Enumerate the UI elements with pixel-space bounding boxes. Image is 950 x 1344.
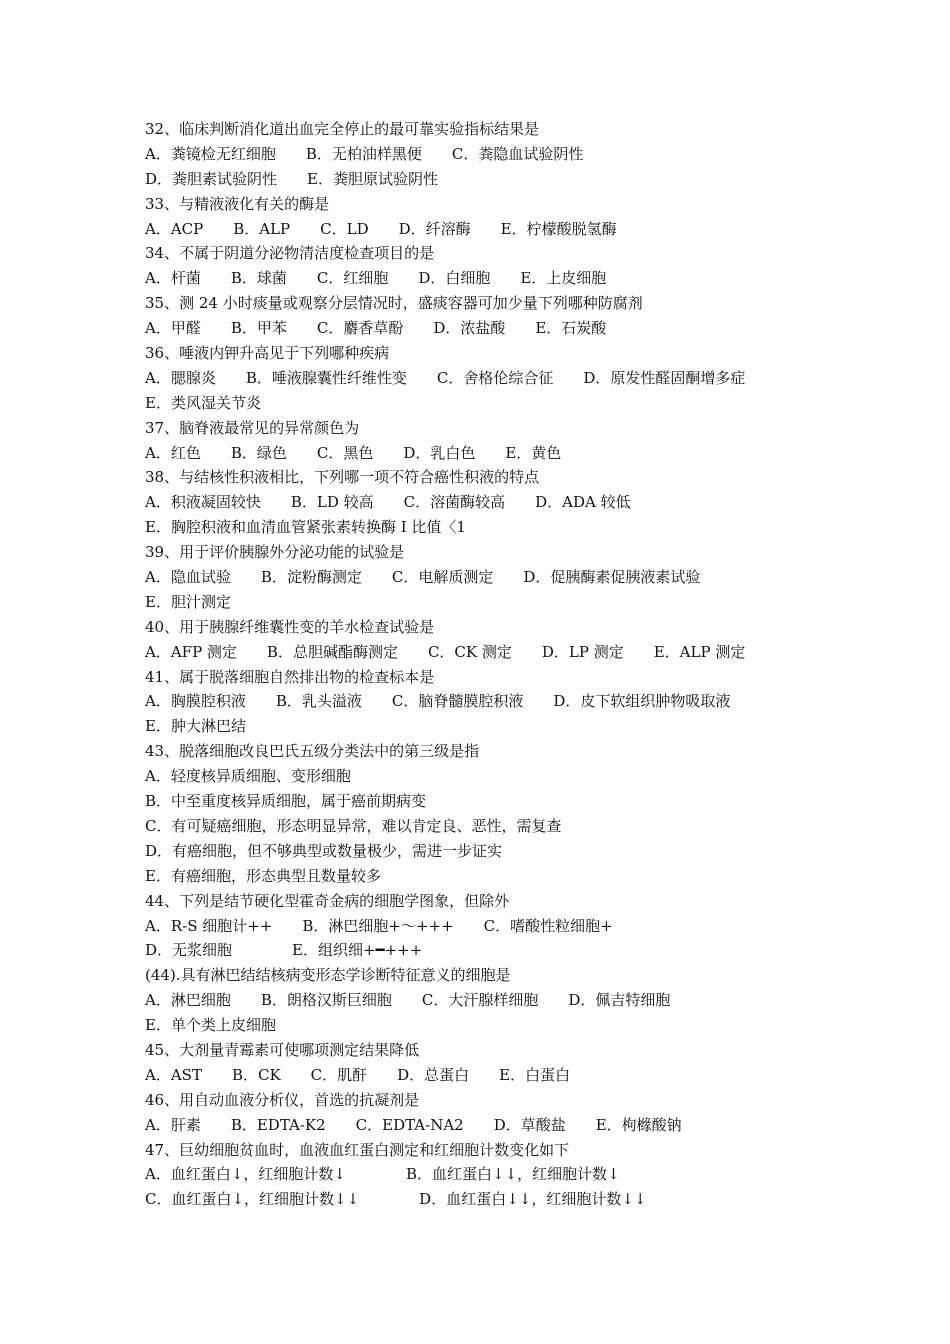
text-line: A．杆菌 B．球菌 C．红细胞 D．白细胞 E．上皮细胞 <box>145 269 607 288</box>
text-line: 32、临床判断消化道出血完全停止的最可靠实验指标结果是 <box>145 120 540 138</box>
text-line: B．中至重度核异质细胞，属于癌前期病变 <box>145 792 427 811</box>
text-line: D．有癌细胞，但不够典型或数量极少，需进一步证实 <box>145 841 503 860</box>
text-line: 41、属于脱落细胞自然排出物的检查标本是 <box>145 667 435 686</box>
text-line: 34、不属于阴道分泌物清洁度检查项目的是 <box>145 244 435 263</box>
text-line: C．有可疑癌细胞，形态明显异常，难以肯定良、恶性，需复查 <box>145 816 562 835</box>
text-line: A．胸膜腔积液 B．乳头溢液 C．脑脊髓膜腔积液 D．皮下软组织肿物吸取液 <box>145 692 731 711</box>
text-line: E．肿大淋巴结 <box>145 717 246 736</box>
text-line: A．轻度核异质细胞、变形细胞 <box>145 767 351 786</box>
text-line: A．肝素 B．EDTA-K2 C．EDTA-NA2 D．草酸盐 E．枸橼酸钠 <box>145 1115 682 1134</box>
text-line: E．单个类上皮细胞 <box>145 1016 276 1035</box>
text-line: (44).具有淋巴结结核病变形态学诊断特征意义的细胞是 <box>145 966 511 985</box>
text-line: 35、测 24 小时痰量或观察分层情况时，盛痰容器可加少量下列哪种防腐剂 <box>145 294 643 313</box>
text-line: A．AST B．CK C．肌酐 D．总蛋白 E．白蛋白 <box>145 1065 571 1084</box>
text-line: A．红色 B．绿色 C．黑色 D．乳白色 E．黄色 <box>145 443 562 462</box>
question-text-block <box>145 117 845 1212</box>
text-line: 40、用于胰腺纤维囊性变的羊水检查试验是 <box>145 617 435 636</box>
text-line: A．粪镜检无红细胞 B．无柏油样黑便 C．粪隐血试验阴性 <box>145 144 584 163</box>
text-line: 46、用自动血液分析仪，首选的抗凝剂是 <box>145 1090 420 1109</box>
text-line: 44、下列是结节硬化型霍奇金病的细胞学图象，但除外 <box>145 891 510 910</box>
text-line: E．胆汁测定 <box>145 592 231 611</box>
text-line: 37、脑脊液最常见的异常颜色为 <box>145 418 360 437</box>
text-line: A．R-S 细胞计++ B．淋巴细胞+～+++ C．嗜酸性粒细胞+ <box>145 916 613 935</box>
text-line: 43、脱落细胞改良巴氏五级分类法中的第三级是指 <box>145 742 480 761</box>
text-line: A．积液凝固较快 B．LD 较高 C．溶菌酶较高 D．ADA 较低 <box>145 493 631 512</box>
text-line: E．有癌细胞，形态典型且数量较多 <box>145 866 381 885</box>
text-line: D．无浆细胞 E．组织细+━+++ <box>145 941 423 960</box>
text-line: A．腮腺炎 B．唾液腺囊性纤维性变 C．舍格伦综合征 D．原发性醛固酮增多症 <box>145 368 746 387</box>
text-line: A．血红蛋白↓，红细胞计数↓ B．血红蛋白↓↓，红细胞计数↓ <box>145 1165 620 1184</box>
text-line: 45、大剂量青霉素可使哪项测定结果降低 <box>145 1040 420 1059</box>
text-line: C．血红蛋白↓，红细胞计数↓↓ D．血红蛋白↓↓，红细胞计数↓↓ <box>145 1190 647 1209</box>
text-line: 39、用于评价胰腺外分泌功能的试验是 <box>145 543 405 562</box>
text-line: 38、与结核性积液相比，下列哪一项不符合癌性积液的特点 <box>145 468 540 487</box>
text-line: A．隐血试验 B．淀粉酶测定 C．电解质测定 D．促胰酶素促胰液素试验 <box>145 568 701 587</box>
text-line: E．类风湿关节炎 <box>145 393 261 412</box>
text-line: 33、与精液液化有关的酶是 <box>145 194 330 213</box>
text-line: E．胸腔积液和血清血管紧张素转换酶 I 比值〈1 <box>145 518 466 537</box>
text-line: A．甲醛 B．甲苯 C．麝香草酚 D．浓盐酸 E．石炭酸 <box>145 319 607 338</box>
text-line: D．粪胆素试验阴性 E．粪胆原试验阴性 <box>145 169 438 188</box>
text-line: 36、唾液内钾升高见于下列哪种疾病 <box>145 344 390 363</box>
text-line: A．淋巴细胞 B．朗格汉斯巨细胞 C．大汗腺样细胞 D．佩吉特细胞 <box>145 991 671 1010</box>
text-line: A．ACP B．ALP C．LD D．纤溶酶 E．柠檬酸脱氢酶 <box>145 219 617 238</box>
text-line: A．AFP 测定 B．总胆碱酯酶测定 C．CK 测定 D．LP 测定 E．ALP 测定 <box>145 642 746 661</box>
text-line: 47、巨幼细胞贫血时，血液血红蛋白测定和红细胞计数变化如下 <box>145 1140 570 1159</box>
